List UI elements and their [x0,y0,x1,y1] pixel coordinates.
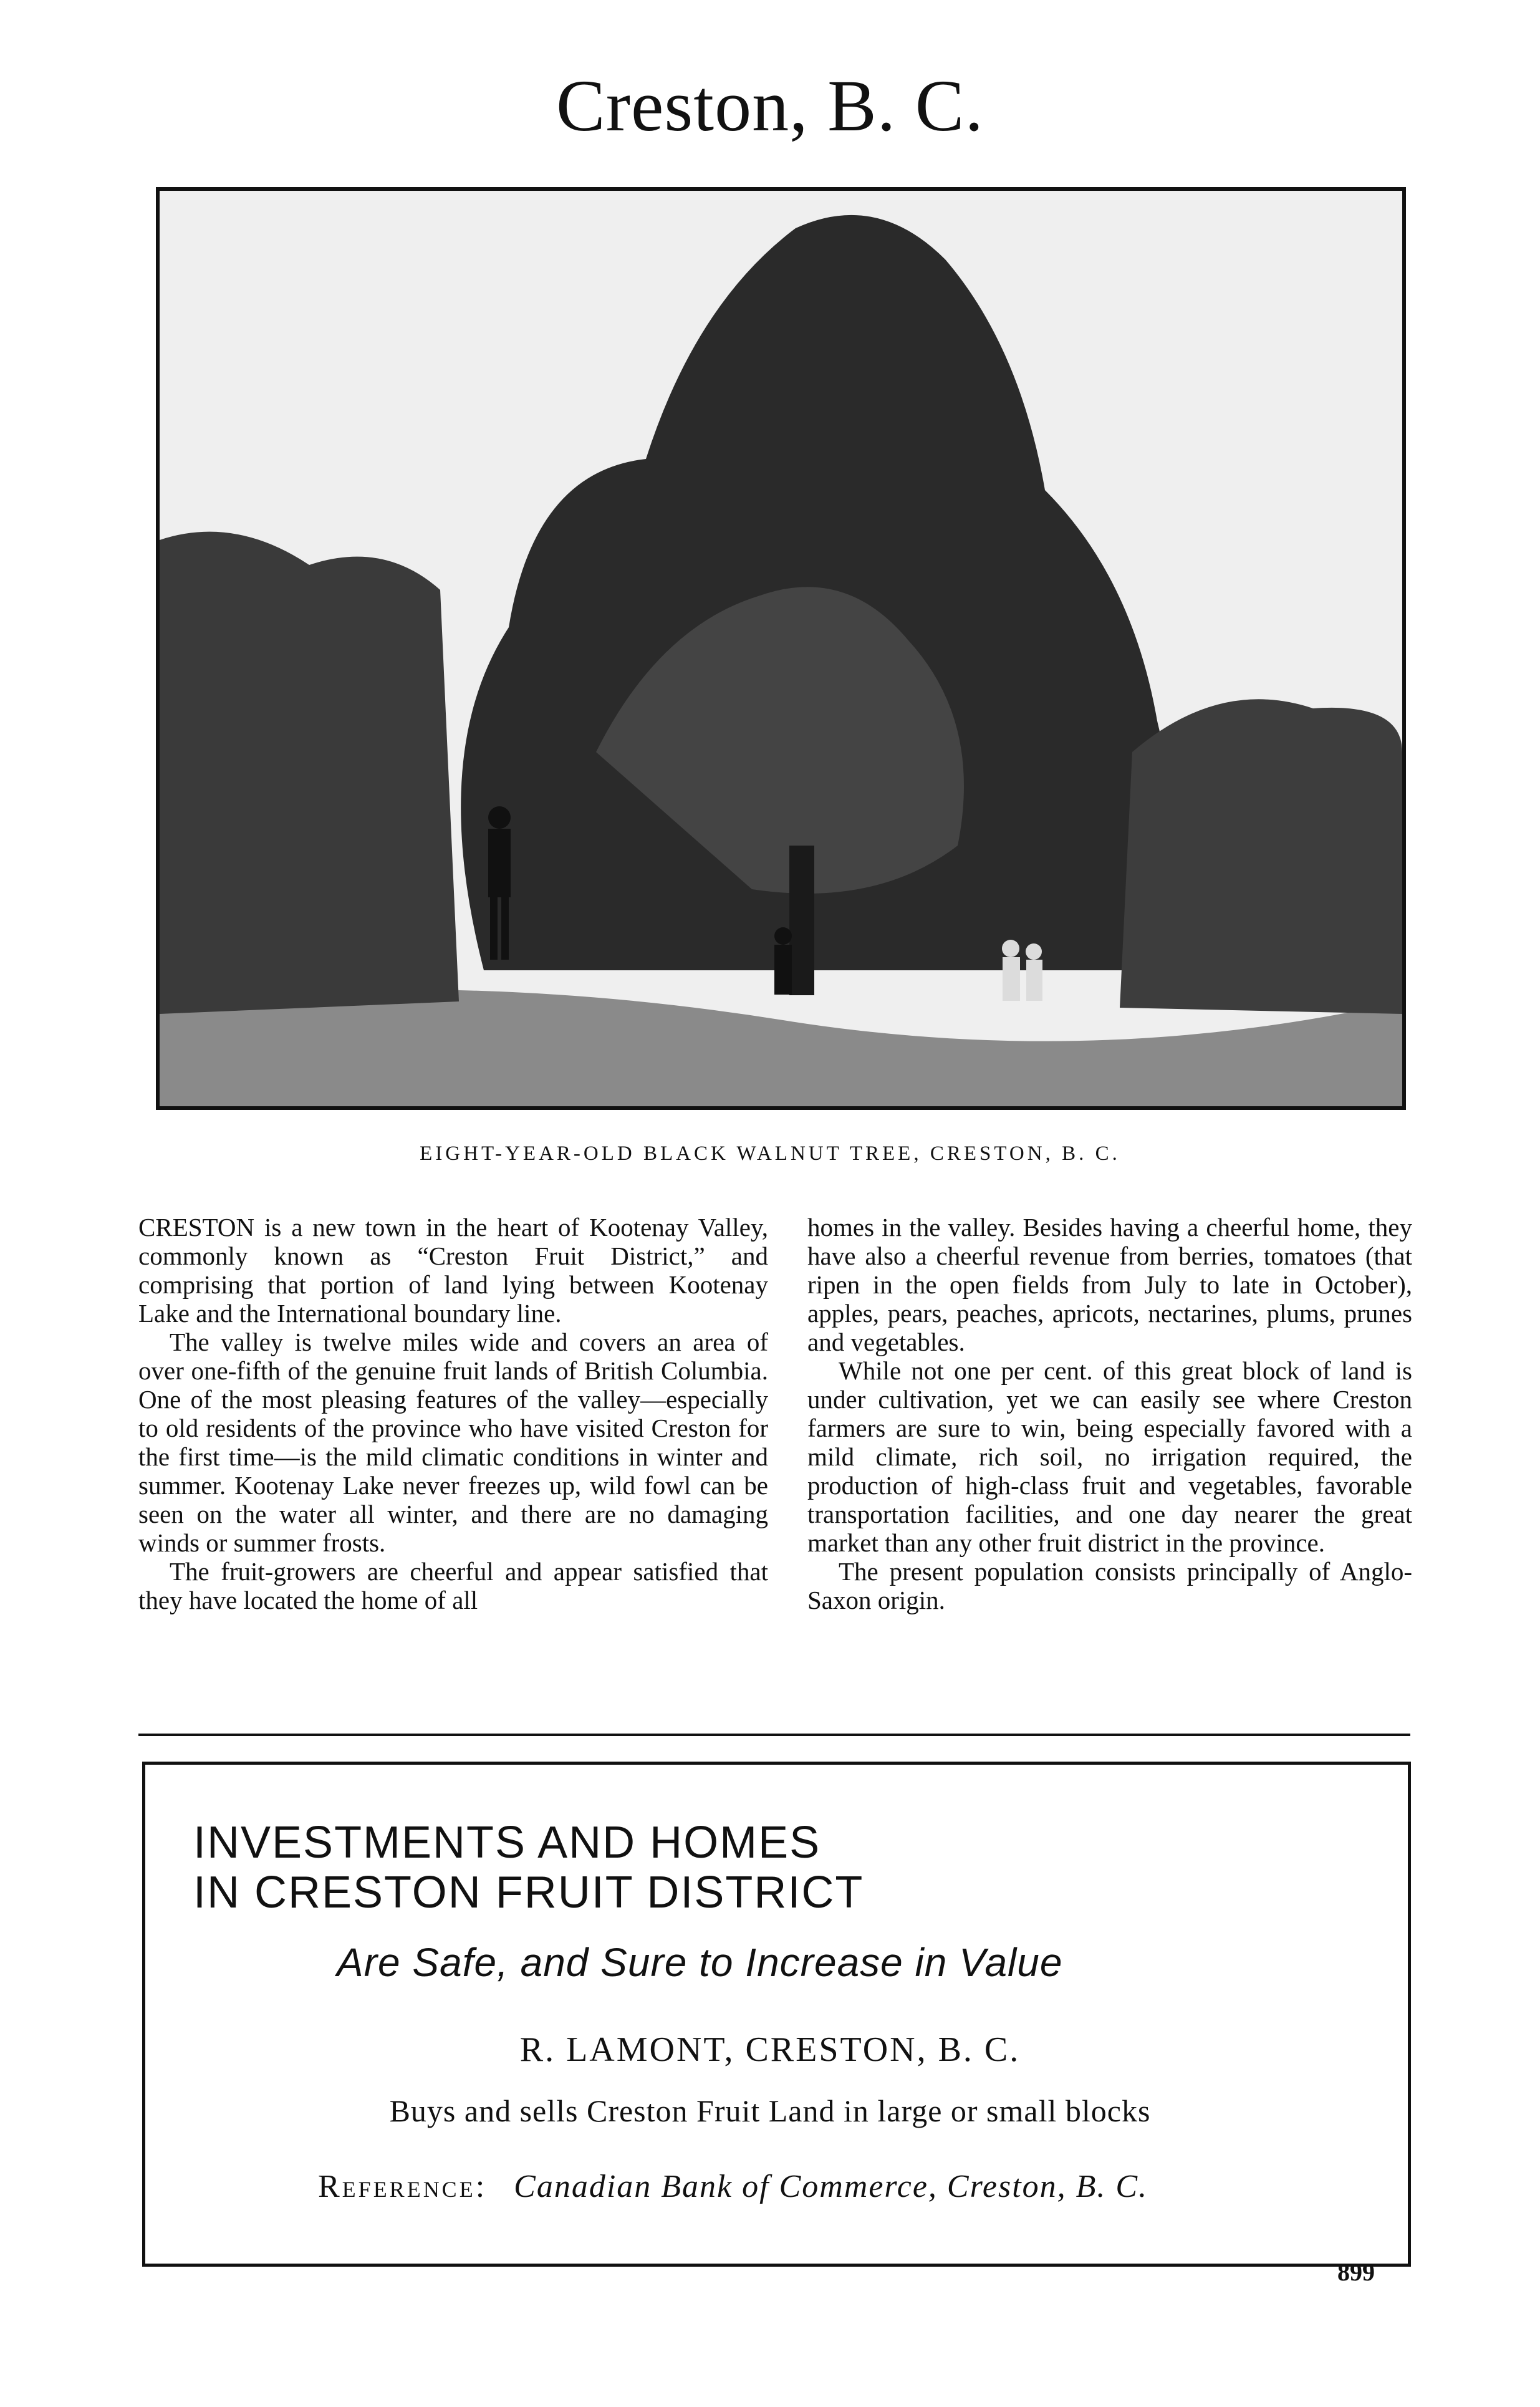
ad-headline-line: INVESTMENTS AND HOMES [193,1818,821,1868]
ad-headline [193,1818,864,1917]
ad-tagline: Are Safe, and Sure to Increase in Value [337,1940,1063,1985]
ad-dealer: R. LAMONT, CRESTON, B. C. [519,2030,1021,2069]
article-paragraph: The fruit-growers are cheerful and appear satisfied that they have located the home of all [138,1557,768,1614]
article-paragraph: CRESTON is a new town in the heart of Kootenay Valley, commonly known as “Creston Fruit District,” and comprising that portion of land lying between Kootenay Lake and the International boundary line. [138,1213,768,1328]
ad-reference-value: Canadian Bank of Commerce, Creston, B. C. [514,2169,1148,2204]
article-right-column [807,1213,1412,1614]
ad-reference [318,2167,1148,2207]
page-number: 899 [1337,2258,1375,2286]
page-title: Creston, B. C. [556,65,984,147]
ad-reference-label: Reference: [318,2169,488,2204]
article-paragraph: The present population consists principally of Anglo-Saxon origin. [807,1557,1412,1614]
article-paragraph: homes in the valley. Besides having a cheerful home, they have also a cheerful revenue from berries, tomatoes (that ripen in the open fields from July to late in October), apples, pears, peaches, apricots, nectarines, plums, prunes and vegetables. [807,1213,1412,1356]
photo-caption: EIGHT-YEAR-OLD BLACK WALNUT TREE, CRESTON, B. C. [420,1142,1120,1165]
tree-photo-icon [160,191,1402,1106]
article-left-column [138,1213,768,1614]
article-paragraph: The valley is twelve miles wide and covers an area of over one-fifth of the genuine fruit lands of British Columbia. One of the most pleasing features of the valley—especially to old residents of the province who have visited Creston for the first time—is the mild climatic conditions in winter and summer. Kootenay Lake never freezes up, wild fowl can be seen on the water all winter, and there are no damaging winds or summer frosts. [138,1328,768,1557]
section-divider [138,1734,1410,1736]
ad-headline-line: IN CRESTON FRUIT DISTRICT [193,1868,864,1917]
article-paragraph: While not one per cent. of this great block of land is under cultivation, yet we can easily see where Creston farmers are sure to win, being especially favored with a mild climate, rich soil, no irrigation required, the production of high-class fruit and vegetables, favorable transportation facilities, and one day nearer the great market than any other fruit district in the province. [807,1356,1412,1557]
tree-photo [156,187,1406,1110]
ad-description: Buys and sells Creston Fruit Land in large or small blocks [389,2093,1151,2128]
